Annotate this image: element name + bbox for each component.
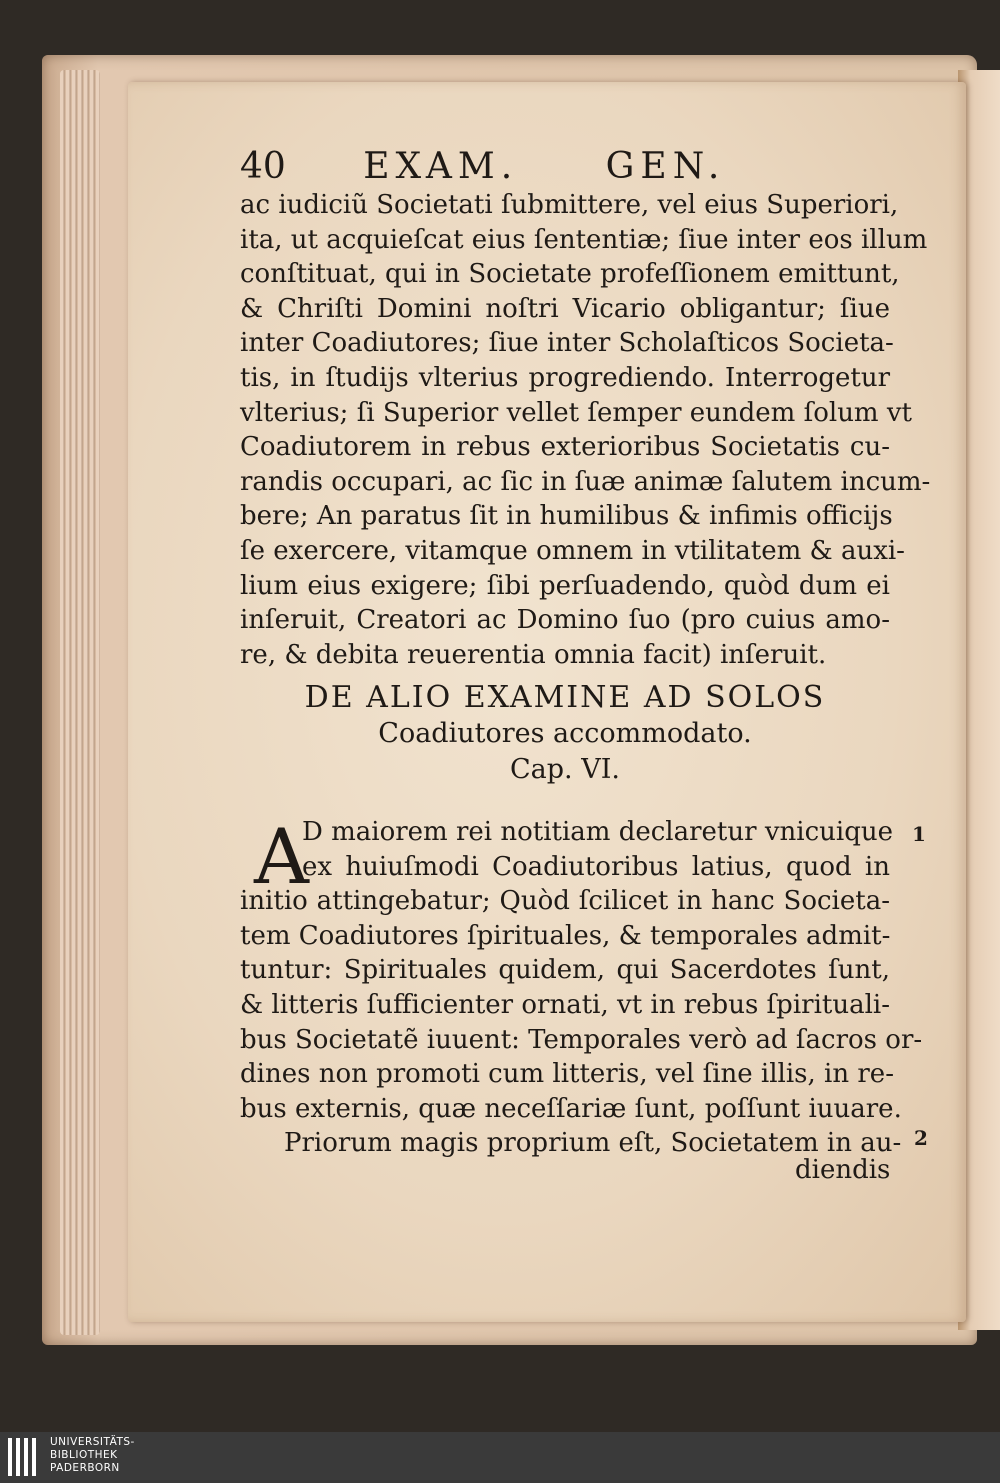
library-logo-icon [8, 1438, 38, 1476]
page-edges [60, 70, 100, 1335]
text-line: Priorum magis proprium eſt, Societatem in au- [284, 1128, 902, 1159]
text-line: bere; An paratus ſit in humilibus & infimis officijs [240, 501, 893, 532]
text-line: tuntur: Spirituales quidem, qui Sacerdotes ſunt, [240, 955, 890, 986]
text-line: tis, in ſtudijs vlterius progrediendo. Interrogetur [240, 362, 890, 393]
logo-line: UNIVERSITÄTS- [50, 1436, 135, 1448]
running-header [240, 146, 725, 187]
text-line: initio attingebatur; Quòd ſcilicet in hanc Societa- [240, 886, 890, 917]
text-line: ita, ut acquieſcat eius ſententiæ; ſiue inter eos illum [240, 224, 928, 255]
library-footer-bar [0, 1432, 1000, 1483]
text-line: re, & debita reuerentia omnia facit) inſeruit. [240, 639, 827, 670]
text-line: lium eius exigere; ſibi perſuadendo, quòd dum ei [240, 570, 890, 601]
text-line: randis occupari, ac ſic in ſuæ animæ ſalutem incum- [240, 466, 931, 497]
header-title-left: EXAM. [363, 146, 519, 187]
section2-text [240, 812, 923, 1161]
margin-number: 1 [912, 822, 926, 846]
text-line: inter Coadiutores; ſiue inter Scholaſticos Societa- [240, 328, 894, 359]
header-title-right: GEN. [605, 146, 726, 187]
text-line: bus Societatẽ iuuent: Temporales verò ad ſacros or- [240, 1024, 923, 1055]
catchword: diendis [795, 1155, 891, 1185]
logo-line: PADERBORN [50, 1462, 120, 1474]
library-logo-text [50, 1436, 135, 1475]
text-line: D maiorem rei notitiam declaretur vnicuique [302, 817, 893, 847]
text-line: dines non promoti cum litteris, vel ſine illis, in re- [240, 1059, 894, 1090]
text-line: & litteris ſufficienter ornati, vt in rebus ſpirituali- [240, 989, 890, 1020]
text-line: ſe exercere, vitamque omnem in vtilitatem & auxi- [240, 535, 905, 566]
section1-text [240, 188, 931, 672]
chapter-subtitle: Coadiutores accommodato. [378, 718, 752, 749]
drop-cap: A [254, 812, 309, 901]
margin-number: 2 [914, 1126, 928, 1150]
text-line: inſeruit, Creatori ac Domino ſuo (pro cuius amo- [240, 605, 890, 636]
text-line: & Chriſti Domini noſtri Vicario obligantur; ſiue [240, 293, 890, 324]
chapter-title: DE ALIO EXAMINE AD SOLOS [304, 680, 826, 715]
text-line: bus externis, quæ neceſſariæ ſunt, poſſunt iuuare. [240, 1093, 902, 1124]
text-line: conſtituat, qui in Societate profeſſionem emittunt, [240, 259, 900, 290]
page-number: 40 [240, 146, 286, 187]
text-line: tem Coadiutores ſpirituales, & temporales admit- [240, 920, 891, 951]
text-line: Coadiutorem in rebus exterioribus Societatis cu- [240, 432, 890, 463]
chapter-number: Cap. VI. [510, 754, 620, 785]
text-line: vlterius; ſi Superior vellet ſemper eundem ſolum vt [240, 397, 912, 428]
text-line: ex huiuſmodi Coadiutoribus latius, quod in [302, 851, 890, 882]
logo-line: BIBLIOTHEK [50, 1449, 118, 1461]
text-line: ac iudiciũ Societati ſubmittere, vel eius Superiori, [240, 190, 899, 220]
